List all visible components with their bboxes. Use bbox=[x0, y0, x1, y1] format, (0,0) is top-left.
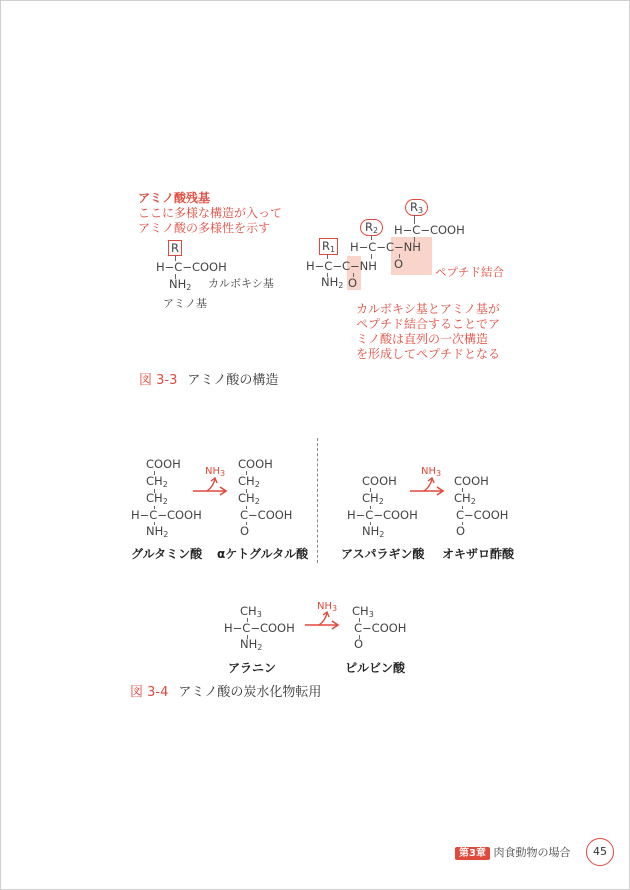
oaa-cooh: COOH bbox=[454, 474, 489, 488]
residue-desc-line1: ここに多様な構造が入って bbox=[138, 206, 283, 220]
r3-group: $R_3$ bbox=[405, 199, 428, 216]
akg-backbone: C−COOH bbox=[240, 508, 293, 522]
peptide-o2: O bbox=[394, 257, 404, 271]
peptide-bond-label: ペプチド結合 bbox=[435, 265, 504, 279]
chapter-title: 肉食動物の場合 bbox=[493, 846, 571, 859]
figure-3-4-caption: 図 3-4 アミノ酸の炭水化物転用 bbox=[130, 685, 322, 700]
peptide-note-line3: ミノ酸は直列の一次構造 bbox=[356, 332, 489, 346]
oaa-ch2: $CH_2$ bbox=[454, 491, 476, 506]
oxaloacetate-name: オキザロ酢酸 bbox=[442, 547, 515, 561]
transamination-arrow-icon bbox=[191, 477, 231, 497]
glu-cooh: COOH bbox=[146, 457, 181, 471]
oaa-backbone: C−COOH bbox=[456, 508, 509, 522]
peptide-row3: H−C−COOH bbox=[394, 223, 465, 237]
peptide-nh2: $NH_2$ bbox=[321, 275, 344, 290]
amino-label: アミノ基 bbox=[163, 297, 207, 310]
divider bbox=[317, 438, 318, 563]
glutamate-name: グルタミン酸 bbox=[131, 547, 203, 561]
chapter-tag: 第3章 bbox=[455, 847, 490, 860]
alpha-ketoglutarate-name: αケトグルタル酸 bbox=[217, 547, 309, 561]
glu-backbone: H−C−COOH bbox=[131, 508, 202, 522]
pyr-backbone: C−COOH bbox=[354, 621, 407, 635]
ala-nh2: $NH_2$ bbox=[240, 637, 263, 652]
glu-ch2-b: $CH_2$ bbox=[146, 491, 168, 506]
residue-title: アミノ酸残基 bbox=[138, 191, 211, 205]
ala-backbone: H−C−COOH bbox=[224, 621, 295, 635]
amino-acid-nh2: $NH_2$ bbox=[169, 277, 192, 292]
ala-ch3: $CH_3$ bbox=[240, 604, 262, 619]
akg-cooh: COOH bbox=[238, 457, 273, 471]
peptide-note-line2: ペプチド結合することでア bbox=[356, 317, 501, 331]
carboxyl-label: カルボキシ基 bbox=[208, 277, 274, 290]
amino-acid-backbone: H−C−COOH bbox=[156, 260, 227, 274]
r2-group: $R_2$ bbox=[360, 219, 383, 236]
pyr-ch3: $CH_3$ bbox=[352, 604, 374, 619]
residue-desc-line2: アミノ酸の多様性を示す bbox=[138, 221, 271, 235]
pyr-o: O bbox=[354, 637, 364, 651]
glu-ch2-a: $CH_2$ bbox=[146, 474, 168, 489]
r1-group: $R_1$ bbox=[319, 238, 338, 255]
akg-o: O bbox=[240, 524, 250, 538]
akg-ch2-b: $CH_2$ bbox=[238, 491, 260, 506]
asp-cooh: COOH bbox=[362, 474, 397, 488]
nh3-label: $NH_3$ bbox=[421, 466, 442, 478]
glu-nh2: $NH_2$ bbox=[146, 524, 169, 539]
peptide-row1: H−C−C−NH bbox=[306, 259, 377, 273]
r-group-box: R bbox=[168, 240, 182, 256]
peptide-row2: H−C−C−NH bbox=[350, 240, 421, 254]
asp-nh2: $NH_2$ bbox=[362, 524, 385, 539]
asp-ch2: $CH_2$ bbox=[362, 491, 384, 506]
nh3-label: $NH_3$ bbox=[205, 466, 226, 478]
running-footer bbox=[455, 844, 570, 860]
nh3-label: $NH_3$ bbox=[317, 601, 338, 613]
oaa-o: O bbox=[456, 524, 466, 538]
figure-3-3-caption: 図 3-3 アミノ酸の構造 bbox=[139, 373, 279, 388]
transamination-arrow-icon bbox=[303, 611, 343, 631]
peptide-o1: O bbox=[348, 276, 358, 290]
aspartate-name: アスパラギン酸 bbox=[341, 547, 425, 561]
peptide-note-line4: を形成してペプチドとなる bbox=[356, 347, 501, 361]
pyruvate-name: ピルビン酸 bbox=[345, 661, 406, 675]
transamination-arrow-icon bbox=[408, 477, 448, 497]
page-number: 45 bbox=[586, 838, 614, 866]
asp-backbone: H−C−COOH bbox=[347, 508, 418, 522]
peptide-note-line1: カルボキシ基とアミノ基が bbox=[356, 302, 500, 316]
alanine-name: アラニン bbox=[228, 661, 277, 675]
akg-ch2-a: $CH_2$ bbox=[238, 474, 260, 489]
